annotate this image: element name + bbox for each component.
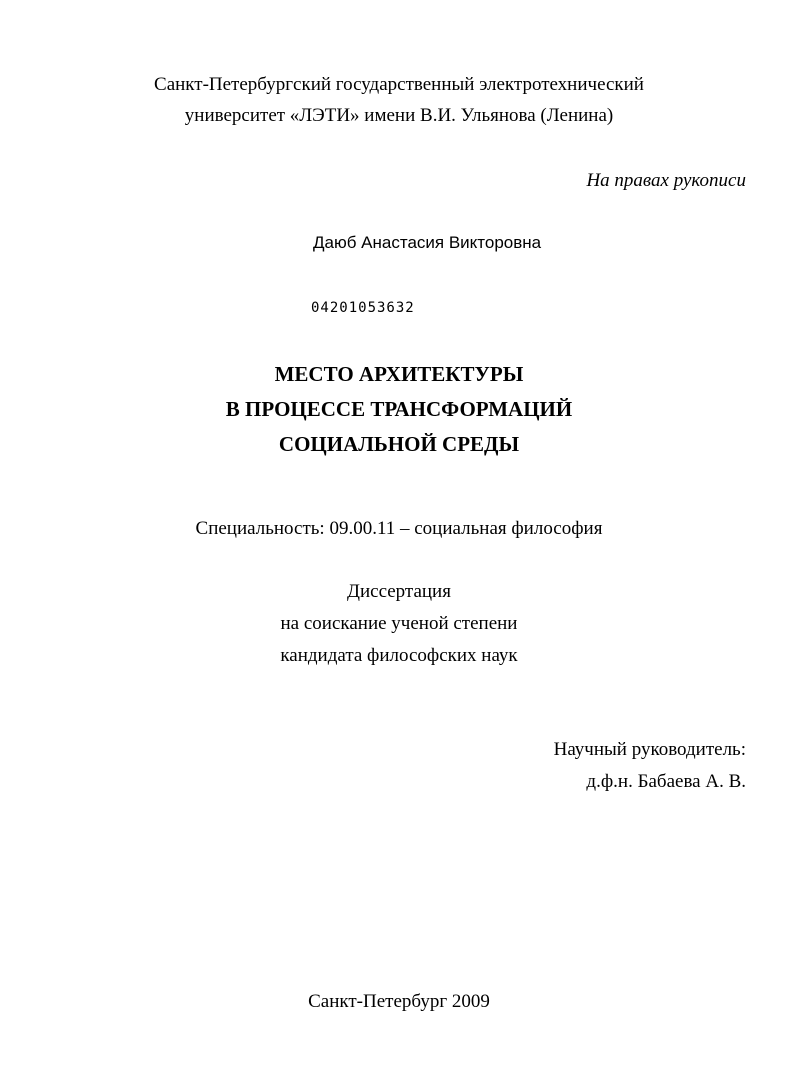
degree-line-2: на соискание ученой степени [280,613,518,634]
institution-line-1: Санкт-Петербургский государственный электротехнический [154,74,644,95]
advisor-name: д.ф.н. Бабаева А. В. [586,771,746,792]
title-line-3: СОЦИАЛЬНОЙ СРЕДЫ [278,432,520,456]
institution-line-2: университет «ЛЭТИ» имени В.И. Ульянова (Ленина) [184,105,614,126]
title-line-1: МЕСТО АРХИТЕКТУРЫ [274,362,524,386]
advisor-label: Научный руководитель: [553,739,746,760]
degree-line-3: кандидата философских наук [280,645,518,666]
author-name: Даюб Анастасия Викторовна [313,233,542,252]
title-line-2: В ПРОЦЕССЕ ТРАНСФОРМАЦИЙ [225,397,573,421]
manuscript-note: На правах рукописи [586,170,746,191]
specialty: Специальность: 09.00.11 – социальная философия [195,518,603,539]
degree-line-1: Диссертация [347,581,451,602]
city-year-footer: Санкт-Петербург 2009 [308,991,490,1012]
document-code: 04201053632 [311,300,415,316]
